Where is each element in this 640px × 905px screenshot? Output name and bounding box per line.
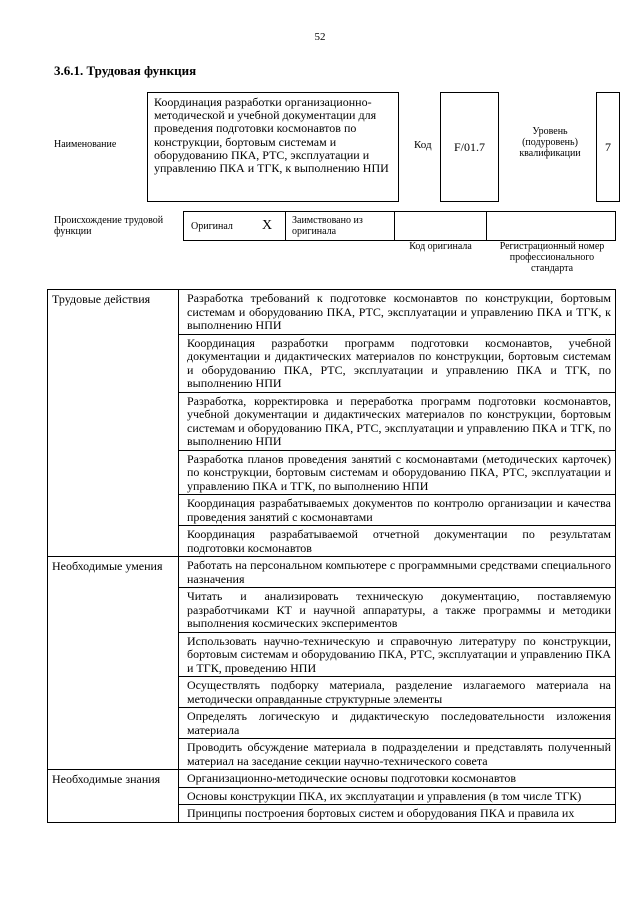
original-cell [183, 211, 286, 241]
table-cell: Работать на персональном компьютере с программными средствами специального назначения [179, 557, 616, 588]
function-name-value: Координация разработки организационно-методической и учебной документации для проведения подготовки космонавтов по конструкции, бортовым системам и оборудованию ПКА, РТС, эксплуатации и управлению ПКА и ТГК, к выполнению НПИ [154, 95, 389, 176]
borrowed-label: Заимствовано из оригинала [292, 215, 363, 237]
qualification-level-box [596, 92, 620, 202]
function-detail-table [47, 289, 616, 823]
name-label: Наименование [54, 139, 117, 150]
original-mark: X [262, 218, 273, 233]
table-cell: Разработка, корректировка и переработка программ подготовки космонавтов, учебной документации и дидактических материалов по конструкции, бортовым системам и оборудованию ПКА, РТС, эксплуатации и управлению ПКА и ТГК, по выполнению НПИ [179, 392, 616, 450]
function-code-box [440, 92, 499, 202]
category-actions: Трудовые действия [48, 290, 179, 557]
category-knowledge: Необходимые знания [48, 770, 179, 823]
table-cell: Использовать научно-техническую и справочную литературу по конструкции, бортовым системам и оборудованию ПКА, РТС, эксплуатации и управлению ПКА и ТГК, проведению НПИ [179, 632, 616, 677]
section-title: Трудовая функция [86, 63, 197, 78]
function-name-box [147, 92, 399, 202]
reg-number-cell [486, 211, 616, 241]
table-cell: Принципы построения бортовых систем и оборудования ПКА и правила их [179, 805, 616, 823]
table-cell: Проводить обсуждение материала в подразделении и представлять полученный материал на заседание секции научно-технического совета [179, 739, 616, 770]
table-row [48, 770, 616, 788]
function-code-value: F/01.7 [453, 139, 485, 154]
code-original-cell [394, 211, 487, 241]
category-skills: Необходимые умения [48, 557, 179, 770]
table-cell: Координация разрабатываемых документов по контролю организации и качества проведения занятий с космонавтами [179, 495, 616, 526]
reg-number-caption: Регистрационный номер профессионального стандарта [499, 241, 605, 274]
section-heading [54, 63, 196, 79]
origin-label: Происхождение трудовой функции [54, 215, 164, 237]
table-cell: Организационно-методические основы подготовки космонавтов [179, 770, 616, 788]
borrowed-cell [285, 211, 395, 241]
table-cell: Основы конструкции ПКА, их эксплуатации и управления (в том числе ТГК) [179, 787, 616, 805]
table-row [48, 290, 616, 335]
page-number: 52 [314, 31, 326, 43]
table-cell: Читать и анализировать техническую документацию, поставляемую разработчиками КТ и научной аппаратуры, а также программы и методики выполнения космических экспериментов [179, 588, 616, 633]
code-label: Код [414, 139, 432, 151]
table-row [48, 557, 616, 588]
qualification-level-value: 7 [605, 139, 611, 154]
table-cell: Разработка требований к подготовке космонавтов по конструкции, бортовым системам и оборудованию ПКА, РТС, эксплуатации и управлению ПКА и ТГК, к выполнению НПИ [179, 290, 616, 335]
table-cell: Разработка планов проведения занятий с космонавтами (методических карточек) по конструкции, бортовым системам и оборудованию ПКА, РТС, эксплуатации и управлению ПКА и ТГК, по выполнению НПИ [179, 450, 616, 495]
original-label: Оригинал [191, 221, 233, 232]
table-cell: Определять логическую и дидактическую последовательности изложения материала [179, 708, 616, 739]
section-number: 3.6.1. [54, 63, 84, 78]
code-original-caption: Код оригинала [409, 241, 472, 252]
table-cell: Координация разработки программ подготовки космонавтов, учебной документации и дидактических материалов по конструкции, бортовым системам и оборудованию ПКА, РТС, эксплуатации и управлению ПКА и ТГК, по выполнению НПИ [179, 334, 616, 392]
table-cell: Осуществлять подборку материала, разделение излагаемого материала на методически оправданные структурные элементы [179, 677, 616, 708]
table-cell: Координация разрабатываемой отчетной документации по результатам подготовки космонавтов [179, 526, 616, 557]
level-label: Уровень (подуровень) квалификации [519, 126, 581, 159]
